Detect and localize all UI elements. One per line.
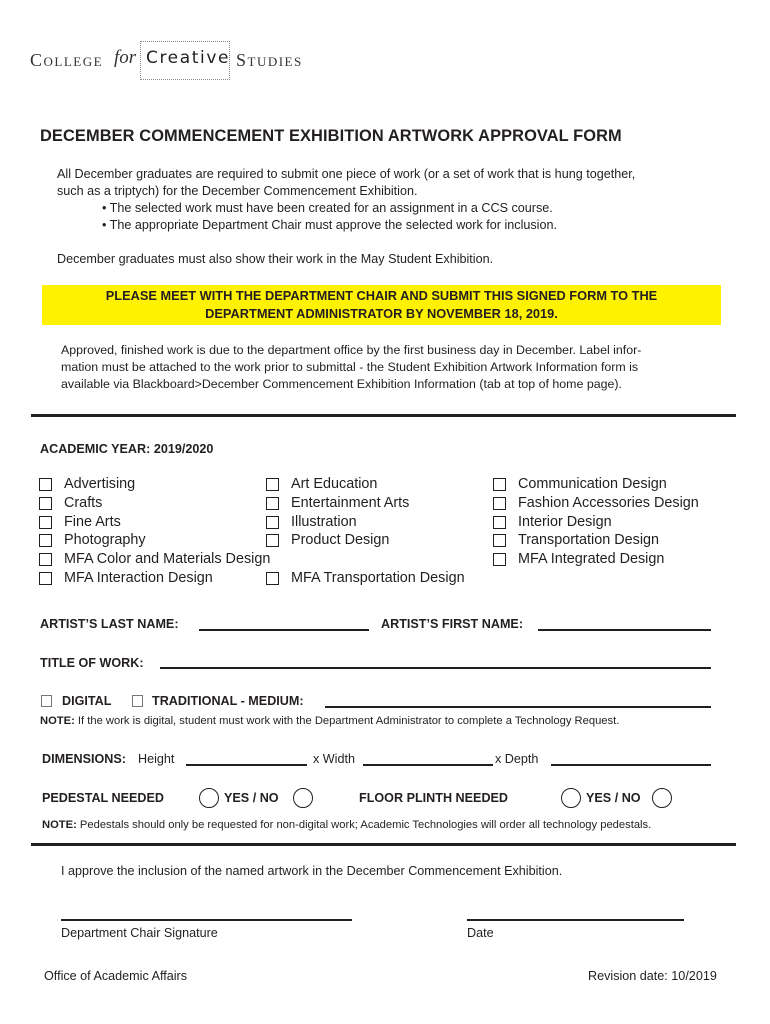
dimensions-label: DIMENSIONS:	[42, 752, 126, 766]
checkbox-entertainment-arts[interactable]	[266, 495, 409, 511]
checkbox-label: Product Design	[291, 532, 390, 548]
checkbox-box[interactable]	[266, 516, 279, 529]
first-name-label: ARTIST’S FIRST NAME:	[381, 617, 524, 631]
checkbox-crafts[interactable]	[39, 495, 102, 511]
form-title: DECEMBER COMMENCEMENT EXHIBITION ARTWORK APPROVAL FORM	[40, 127, 622, 145]
checkbox-label: Crafts	[64, 495, 103, 511]
last-name-field[interactable]	[199, 629, 369, 631]
checkbox-label: Transportation Design	[518, 532, 660, 548]
checkbox-box[interactable]	[493, 516, 506, 529]
pedestal-note	[42, 819, 651, 831]
checkbox-box[interactable]	[266, 497, 279, 510]
height-field[interactable]	[186, 764, 307, 766]
approval-statement: I approve the inclusion of the named artwork in the December Commencement Exhibition.	[61, 864, 563, 878]
traditional-checkbox[interactable]	[132, 695, 143, 707]
intro-line-2: such as a triptych) for the December Commencement Exhibition.	[57, 184, 418, 198]
approved-paragraph	[61, 342, 721, 393]
checkbox-label: Art Education	[291, 476, 378, 492]
depth-label: x Depth	[495, 752, 539, 766]
note-label: NOTE:	[42, 819, 77, 831]
checkbox-mfa-interaction[interactable]	[39, 570, 213, 586]
may-exhibition-note: December graduates must also show their work in the May Student Exhibition.	[57, 252, 494, 266]
footer-revision: Revision date: 10/2019	[588, 969, 717, 983]
checkbox-label: Advertising	[64, 476, 136, 492]
traditional-medium-label: TRADITIONAL - MEDIUM:	[152, 694, 304, 708]
digital-label: DIGITAL	[62, 694, 112, 708]
checkbox-art-education[interactable]	[266, 476, 377, 492]
checkbox-box[interactable]	[39, 516, 52, 529]
last-name-label: ARTIST’S LAST NAME:	[40, 617, 179, 631]
checkbox-label: MFA Interaction Design	[64, 570, 213, 586]
checkbox-label: Fine Arts	[64, 514, 121, 530]
section-divider-bottom	[31, 843, 736, 846]
checkbox-box[interactable]	[493, 534, 506, 547]
intro-bullet-2: • The appropriate Department Chair must approve the selected work for inclusion.	[102, 218, 557, 232]
checkbox-box[interactable]	[493, 497, 506, 510]
note-text: If the work is digital, student must work with the Department Administrator to complete a Technology Request.	[74, 715, 620, 727]
note-label: NOTE:	[40, 715, 75, 727]
checkbox-box[interactable]	[39, 478, 52, 491]
checkbox-label: Photography	[64, 532, 146, 548]
footer-office: Office of Academic Affairs	[44, 969, 188, 983]
plinth-yes-no: YES / NO	[586, 791, 641, 805]
medium-field[interactable]	[325, 706, 711, 708]
checkbox-box[interactable]	[39, 497, 52, 510]
deadline-line-1: PLEASE MEET WITH THE DEPARTMENT CHAIR AND SUBMIT THIS SIGNED FORM TO THE	[105, 288, 658, 303]
intro-bullet-1: • The selected work must have been created for an assignment in a CCS course.	[102, 201, 553, 215]
checkbox-transportation-design[interactable]	[493, 532, 659, 548]
checkbox-label: Fashion Accessories Design	[518, 495, 699, 511]
approved-line-1: Approved, finished work is due to the department office by the first business day in December. Label infor-	[61, 343, 642, 357]
signature-field[interactable]	[61, 919, 352, 921]
width-label: x Width	[313, 752, 355, 766]
checkbox-mfa-integrated[interactable]	[493, 551, 664, 567]
checkbox-box[interactable]	[493, 478, 506, 491]
signature-label: Department Chair Signature	[61, 926, 218, 940]
approved-line-2: mation must be attached to the work prior to submittal - the Student Exhibition Artwork Information form is	[61, 360, 639, 374]
checkbox-label: Interior Design	[518, 514, 612, 530]
checkbox-fashion-accessories[interactable]	[493, 495, 699, 511]
checkbox-box[interactable]	[39, 572, 52, 585]
checkbox-box[interactable]	[39, 534, 52, 547]
checkbox-box[interactable]	[39, 553, 52, 566]
note-text: Pedestals should only be requested for non-digital work; Academic Technologies will order all technology pedestals.	[76, 819, 652, 831]
checkbox-label: Illustration	[291, 514, 357, 530]
pedestal-yes-radio[interactable]	[199, 788, 219, 808]
checkbox-label: MFA Color and Materials Design	[64, 551, 271, 567]
pedestal-no-radio[interactable]	[293, 788, 313, 808]
digital-checkbox[interactable]	[41, 695, 52, 707]
checkbox-photography[interactable]	[39, 532, 146, 548]
section-divider-top	[31, 414, 736, 417]
academic-year: ACADEMIC YEAR: 2019/2020	[40, 442, 214, 456]
height-label: Height	[138, 752, 175, 766]
deadline-line-2: DEPARTMENT ADMINISTRATOR BY NOVEMBER 18, 2019.	[205, 306, 558, 321]
plinth-no-radio[interactable]	[652, 788, 672, 808]
logo-college: College	[30, 50, 104, 70]
logo-studies: Studies	[236, 50, 303, 70]
depth-field[interactable]	[551, 764, 711, 766]
checkbox-box[interactable]	[266, 478, 279, 491]
checkbox-interior-design[interactable]	[493, 514, 612, 530]
first-name-field[interactable]	[538, 629, 711, 631]
checkbox-mfa-color-materials[interactable]	[39, 551, 270, 567]
pedestal-label: PEDESTAL NEEDED	[42, 791, 164, 805]
title-of-work-label: TITLE OF WORK:	[40, 656, 144, 670]
pedestal-yes-no: YES / NO	[224, 791, 279, 805]
width-field[interactable]	[363, 764, 493, 766]
checkbox-illustration[interactable]	[266, 514, 357, 530]
checkbox-label: Entertainment Arts	[291, 495, 410, 511]
intro-line-1: All December graduates are required to submit one piece of work (or a set of work that is hung together,	[57, 167, 636, 181]
date-label: Date	[467, 926, 494, 940]
checkbox-box[interactable]	[266, 572, 279, 585]
checkbox-mfa-transportation[interactable]	[266, 570, 465, 586]
plinth-yes-radio[interactable]	[561, 788, 581, 808]
plinth-label: FLOOR PLINTH NEEDED	[359, 791, 509, 805]
logo-for: for	[114, 47, 137, 68]
checkbox-label: Communication Design	[518, 476, 667, 492]
checkbox-product-design[interactable]	[266, 532, 389, 548]
approved-line-3: available via Blackboard>December Commencement Exhibition Information (tab at top of home page).	[61, 377, 622, 391]
checkbox-label: MFA Transportation Design	[291, 570, 465, 586]
date-field[interactable]	[467, 919, 684, 921]
checkbox-communication-design[interactable]	[493, 476, 667, 492]
checkbox-box[interactable]	[493, 553, 506, 566]
checkbox-label: MFA Integrated Design	[518, 551, 665, 567]
checkbox-box[interactable]	[266, 534, 279, 547]
title-of-work-field[interactable]	[160, 667, 711, 669]
checkbox-fine-arts[interactable]	[39, 514, 121, 530]
deadline-highlight	[42, 285, 721, 325]
digital-note	[40, 715, 619, 727]
checkbox-advertising[interactable]	[39, 476, 135, 492]
logo-creative: Creative	[146, 48, 231, 68]
